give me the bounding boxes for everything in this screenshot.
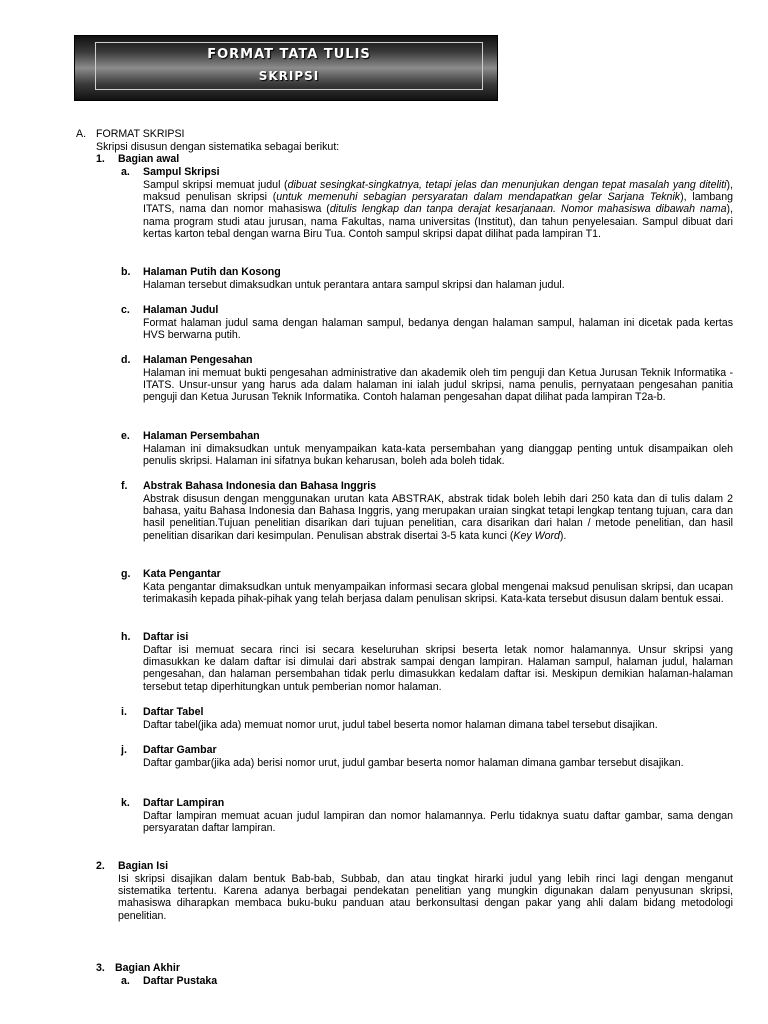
item-f-text bbox=[143, 493, 733, 542]
title-banner bbox=[74, 35, 498, 101]
item-b-marker: b. bbox=[121, 266, 131, 278]
item-a-marker: a. bbox=[121, 166, 130, 178]
part2-text: Isi skripsi disajikan dalam bentuk Bab-bab, Subbab, dan atau tingkat hirarki judul yang lebih rinci lagi dengan menganut sistematika tertentu. Karena adanya berbagai pendekatan penelitian yang mungkin digunakan dalam penyusunan skripsi, mahasiswa diharapkan membaca buku-buku panduan atau berkonsultasi dengan pakar yang ahli dalam bidang metodologi penelitian. bbox=[118, 873, 733, 922]
item-d-marker: d. bbox=[121, 354, 131, 366]
item-f-text-2: ). bbox=[559, 529, 567, 542]
part3-sub-marker: a. bbox=[121, 975, 130, 987]
item-i-title: Daftar Tabel bbox=[143, 706, 204, 718]
item-g-marker: g. bbox=[121, 568, 131, 580]
item-f-marker: f. bbox=[121, 480, 128, 492]
part3-marker: 3. bbox=[96, 962, 105, 974]
item-d-title: Halaman Pengesahan bbox=[143, 354, 253, 366]
section-a-intro: Skripsi disusun dengan sistematika sebagai berikut: bbox=[96, 141, 340, 153]
item-e-title: Halaman Persembahan bbox=[143, 430, 260, 442]
title-banner-frame bbox=[95, 42, 483, 90]
part1-marker: 1. bbox=[96, 153, 105, 165]
item-e-marker: e. bbox=[121, 430, 130, 442]
item-f-italic-1: Key Word bbox=[513, 529, 560, 542]
item-c-marker: c. bbox=[121, 304, 130, 316]
item-a-text-4: ), nama program studi atau jurusan, nama Fakultas, nama universitas (Institut), dan tahun penyelesaian. Sampul dibuat dari kertas karton tebal dengan warna Biru Tua. Contoh sampul skripsi dapat dilihat pada lampiran T1. bbox=[143, 203, 733, 240]
item-i-marker: i. bbox=[121, 706, 127, 718]
item-h-marker: h. bbox=[121, 631, 131, 643]
item-k-text: Daftar lampiran memuat acuan judul lampiran dan nomor halamannya. Perlu tidaknya suatu daftar gambar, sama dengan persyaratan daftar lampiran. bbox=[143, 810, 733, 835]
item-a-text-2: ), maksud penulisan skripsi ( bbox=[143, 179, 733, 204]
banner-subtitle: SKRIPSI bbox=[258, 69, 320, 83]
item-a-text-3: ), lambang ITATS, nama dan nomor mahasiswa ( bbox=[143, 191, 733, 216]
item-b-title: Halaman Putih dan Kosong bbox=[143, 266, 281, 278]
item-a-text bbox=[143, 179, 733, 240]
item-e-text: Halaman ini dimaksudkan untuk menyampaikan kata-kata persembahan yang dianggap penting untuk disampaikan oleh penulis skripsi. Halaman ini sifatnya bukan keharusan, boleh ada boleh tidak. bbox=[143, 443, 733, 468]
item-f-text-1: Abstrak disusun dengan menggunakan urutan kata ABSTRAK, abstrak tidak boleh lebih dari 250 kata dan di tulis dalam 2 bahasa, yaitu Bahasa Indonesia dan Bahasa Inggris, yang merupakan uraian singkat tetapi lengkap tentang tujuan, cara dan hasil penelitian.Tujuan penelitian disarikan dari tujuan penelitian, cara disarikan dari halan / metode penelitian, dan hasil penelitian disarikan dari kesimpulan. Penulisan abstrak disertai 3-5 kata kunci ( bbox=[143, 493, 733, 542]
item-c-title: Halaman Judul bbox=[143, 304, 219, 316]
part1-title: Bagian awal bbox=[118, 153, 180, 165]
item-a-italic-1: dibuat sesingkat-singkatnya, tetapi jelas dan menunjukan dengan tepat masalah yang diteliti bbox=[287, 179, 727, 191]
item-a-italic-3: ditulis lengkap dan tanpa derajat kesarjanaan. Nomor mahasiswa dibawah nama bbox=[329, 203, 727, 216]
item-i-text: Daftar tabel(jika ada) memuat nomor urut, judul tabel beserta nomor halaman dimana tabel tersebut disajikan. bbox=[143, 719, 658, 731]
item-a-italic-2: untuk memenuhi sebagian persyaratan dalam mendapatkan gelar Sarjana Teknik bbox=[276, 191, 681, 204]
item-h-text: Daftar isi memuat secara rinci isi secara keseluruhan skripsi beserta letak nomor halamannya. Unsur skripsi yang dimasukkan ke dalam daftar isi dimulai dari abstrak sampai dengan lampiran. Halaman sampul, halaman judul, halaman pengesahan, dan halaman persembahan tidak perlu dimasukkan kedalam daftar isi. Meskipun demikian halaman-halaman tersebut tetap diperhitungkan untuk pemberian nomor halaman. bbox=[143, 644, 733, 693]
item-f-title: Abstrak Bahasa Indonesia dan Bahasa Inggris bbox=[143, 480, 377, 492]
part3-sub-title: Daftar Pustaka bbox=[143, 975, 218, 987]
item-j-text: Daftar gambar(jika ada) berisi nomor urut, judul gambar beserta nomor halaman dimana gambar tersebut disajikan. bbox=[143, 757, 684, 769]
banner-title: FORMAT TATA TULIS bbox=[207, 47, 371, 62]
item-j-marker: j. bbox=[121, 744, 127, 756]
item-h-title: Daftar isi bbox=[143, 631, 189, 643]
item-j-title: Daftar Gambar bbox=[143, 744, 217, 756]
item-k-title: Daftar Lampiran bbox=[143, 797, 225, 809]
item-k-marker: k. bbox=[121, 797, 130, 809]
part3-title: Bagian Akhir bbox=[115, 962, 180, 974]
item-g-text: Kata pengantar dimaksudkan untuk menyampaikan informasi secara global mengenai maksud penulisan skripsi, dan ucapan terimakasih kepada pihak-pihak yang telah berjasa dalam penulisan skripsi. Kata-kata tersebut disusun dalam bentuk essai. bbox=[143, 581, 733, 606]
section-a-title: FORMAT SKRIPSI bbox=[96, 128, 185, 140]
item-a-title: Sampul Skripsi bbox=[143, 166, 220, 178]
item-g-title: Kata Pengantar bbox=[143, 568, 221, 580]
part2-marker: 2. bbox=[96, 860, 105, 872]
item-d-text: Halaman ini memuat bukti pengesahan administrative dan akademik oleh tim penguji dan Ketua Jurusan Teknik Informatika - ITATS. Unsur-unsur yang harus ada dalam halaman ini ialah judul skripsi, nama penulis, pernyataan pengesahan panitia penguji dan Ketua Jurusan Teknik Informatika. Contoh halaman pengesahan dapat dilihat pada lampiran T2a-b. bbox=[143, 367, 733, 404]
item-c-text: Format halaman judul sama dengan halaman sampul, bedanya dengan halaman sampul, halaman ini dicetak pada kertas HVS berwarna putih. bbox=[143, 317, 733, 342]
section-a-marker: A. bbox=[76, 128, 87, 140]
item-a-text-1: Sampul skripsi memuat judul ( bbox=[143, 179, 288, 191]
part2-title: Bagian Isi bbox=[118, 860, 169, 872]
item-b-text: Halaman tersebut dimaksudkan untuk perantara antara sampul skripsi dan halaman judul. bbox=[143, 279, 565, 291]
